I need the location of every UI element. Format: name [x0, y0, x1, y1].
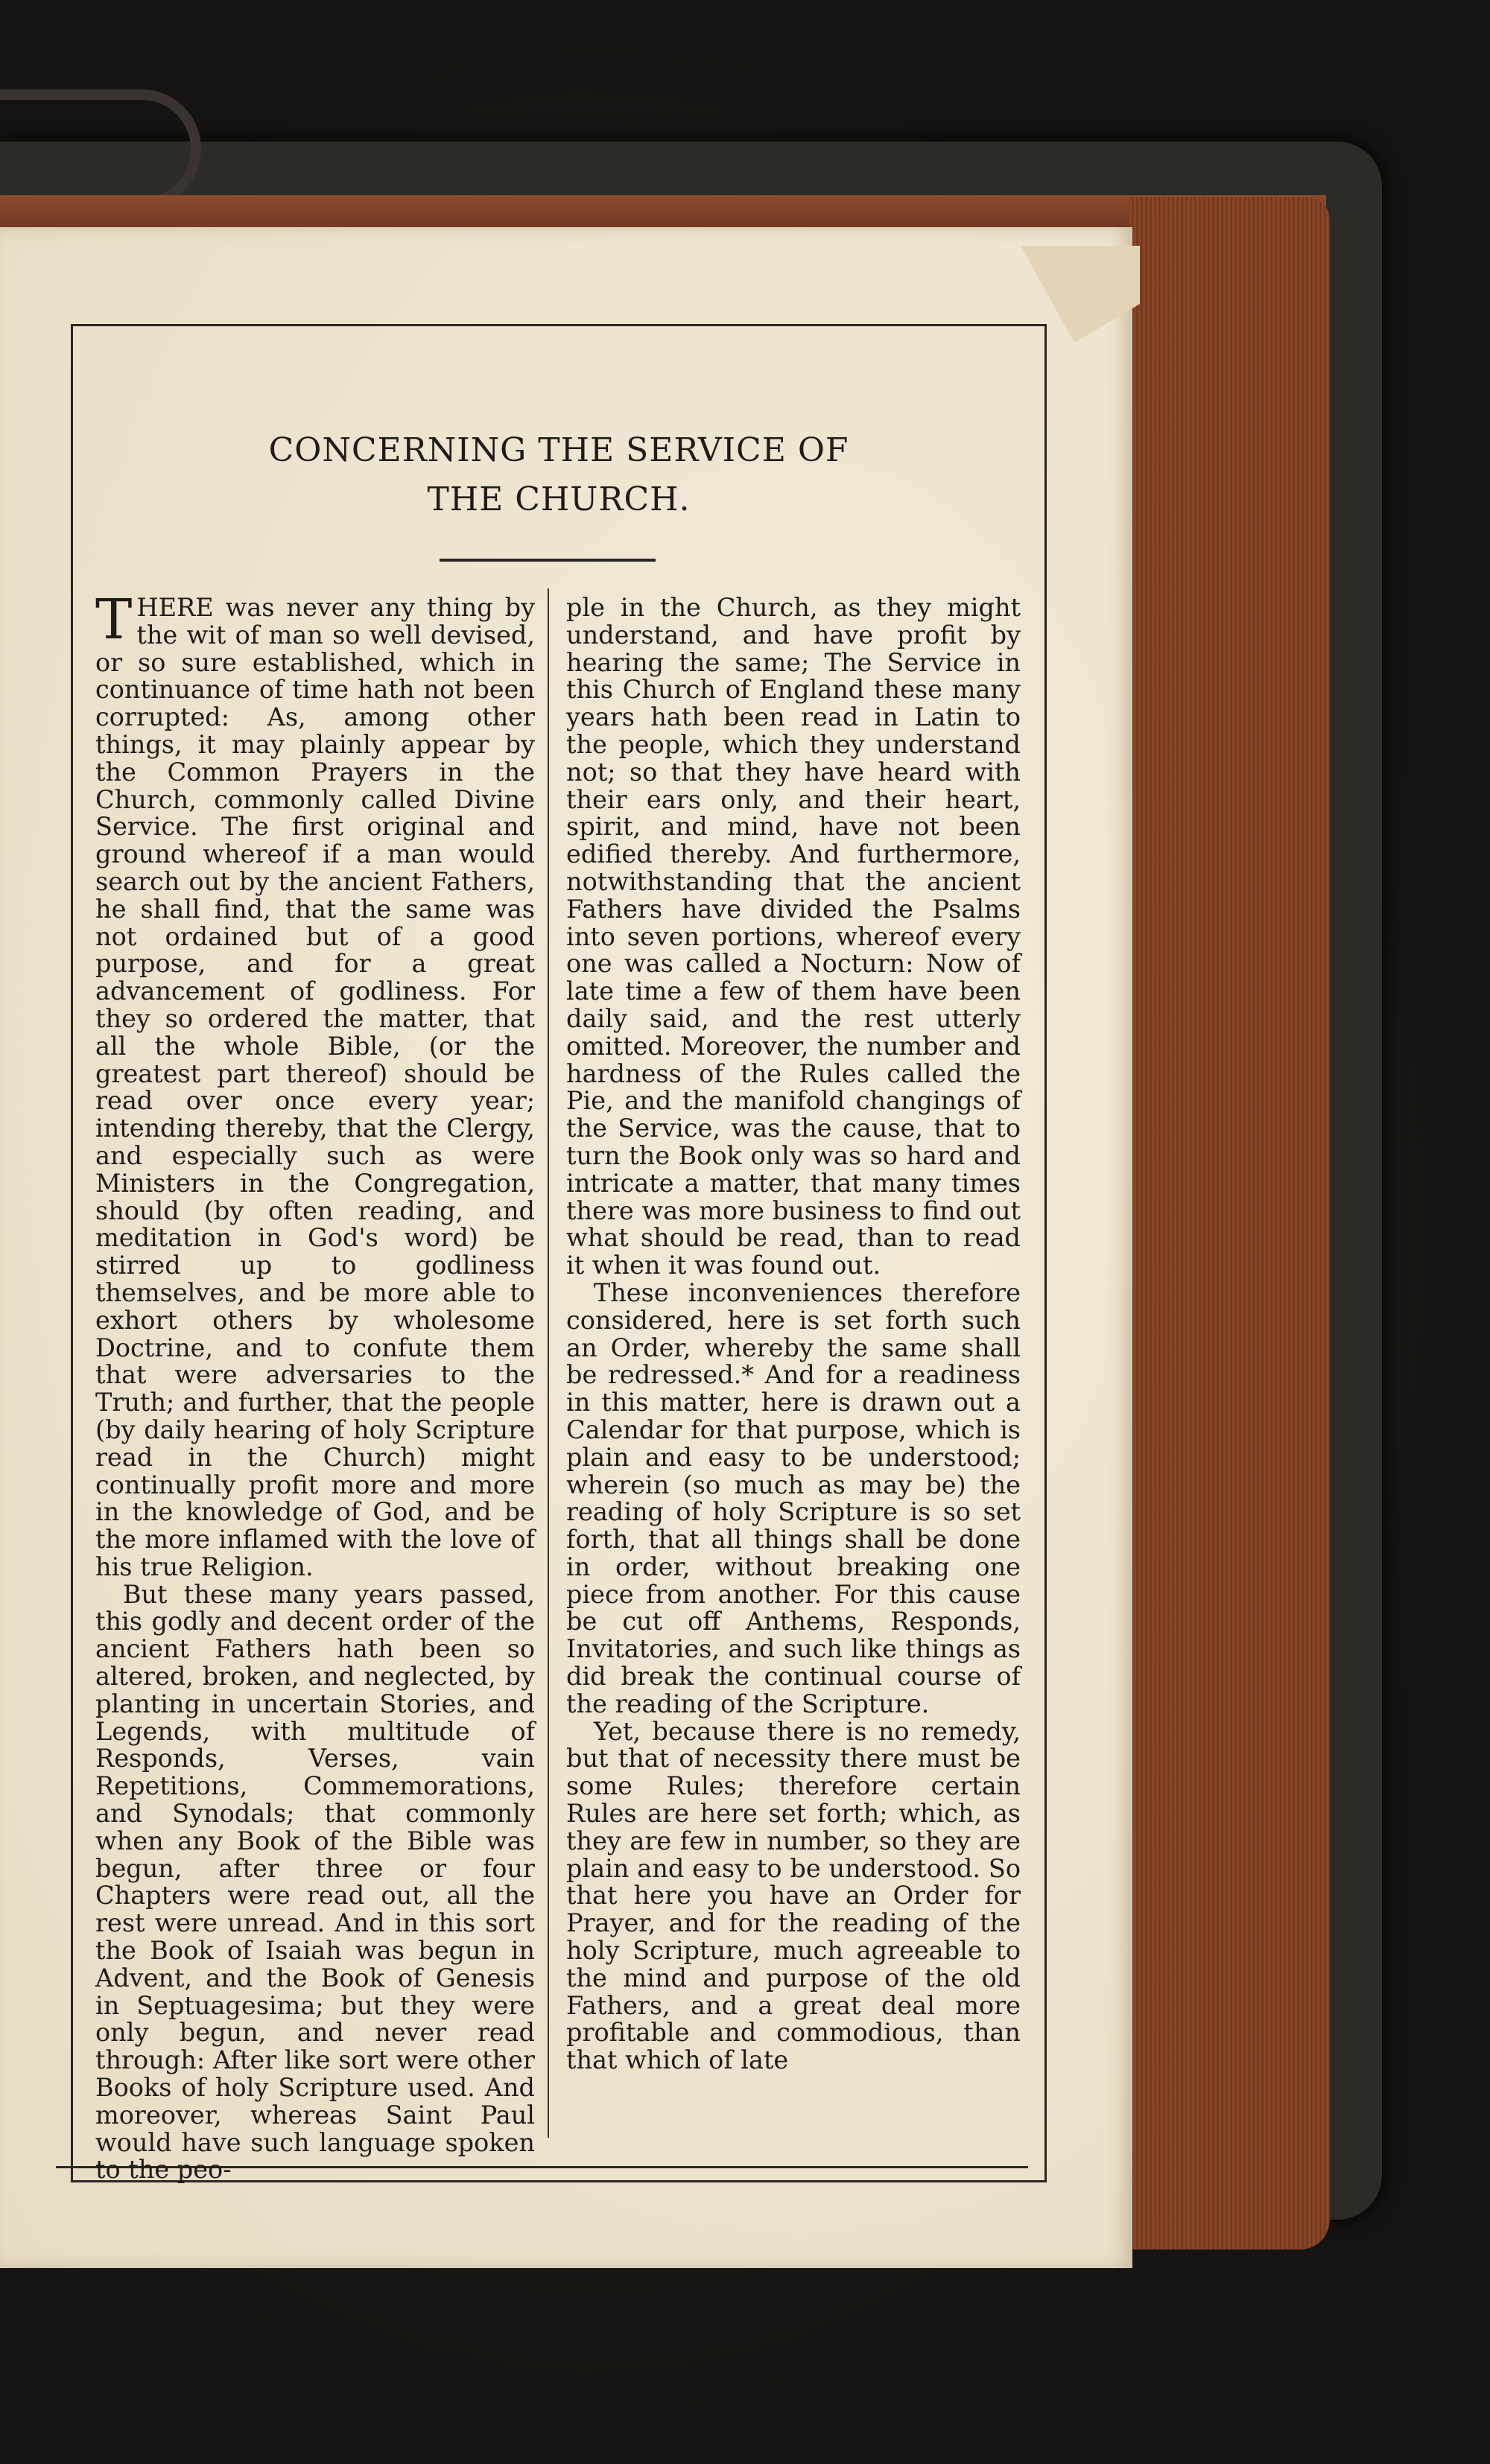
left-column: [95, 588, 535, 2185]
ribbon-strap: [0, 89, 201, 209]
drop-cap: T: [95, 588, 133, 652]
left-paragraph-2: But these many years passed, this godly and decent order of the ancient Fathers hath been so altered, broken, and neglected, by planting in uncertain Stories, and Legends, with multitude of Responds, Verses, vain Repetitions, Commemorations, and Synodals; that commonly when any Book of the Bible was begun, after three or four Chapters were read out, all the rest were unread. And in this sort the Book of Isaiah was begun in Advent, and the Book of Genesis in Septuagesima; but they were only begun, and never read through: After like sort were other Books of holy Scripture used. And moreover, whereas Saint Paul would have such language spoken to the peo-: [95, 1579, 535, 2185]
page-title: [74, 426, 1043, 524]
page-fore-edge: [1129, 197, 1330, 2249]
title-line-1: CONCERNING THE SERVICE OF: [268, 431, 849, 469]
right-column: [566, 594, 1021, 2074]
title-line-2: THE CHURCH.: [427, 480, 691, 518]
left-paragraph-1-text: HERE was never any thing by the wit of man so well devised, or so sure established, which in continuance of time hath not been corrupted: As, among other things, it may plainly appear by the Common Prayers in the Church, commonly called Divine Service. The first original and ground whereof if a man would search out by the ancient Fathers, he shall find, that the same was not ordained but of a good purpose, and for a great advancement of godliness. For they so ordered the matter, that all the whole Bible, (or the greatest part thereof) should be read over once every year; intending thereby, that the Clergy, and especially such as were Ministers in the Congregation, should (by often reading, and meditation in God's word) be stirred up to godliness themselves, and be more able to exhort others by wholesome Doctrine, and to confute them that were adversaries to the Truth; and further, that the people (by daily hearing of holy Scripture read in the Church) might continually profit more and more in the knowledge of God, and be the more inflamed with the love of his true Religion.: [95, 593, 535, 1581]
column-divider: [548, 588, 549, 2138]
left-paragraph-1: [95, 588, 535, 1581]
title-rule: [440, 559, 656, 562]
right-paragraph-3: Yet, because there is no remedy, but that of necessity there must be some Rules; therefore certain Rules are here set forth; which, as they are few in number, so they are plain and easy to be understood. So that here you have an Order for Prayer, and for the reading of the holy Scripture, much agreeable to the mind and purpose of the old Fathers, and a great deal more profitable and commodious, than that which of late: [566, 1716, 1021, 2075]
right-paragraph-2: These inconveniences therefore considered, here is set forth such an Order, whereby the same shall be redressed.* And for a readiness in this matter, here is drawn out a Calendar for that purpose, which is plain and easy to be understood; wherein (so much as may be) the reading of holy Scripture is so set forth, that all things shall be done in order, without breaking one piece from another. For this cause be cut off Anthems, Responds, Invitatories, and such like things as did break the continual course of the reading of the Scripture.: [566, 1277, 1021, 1718]
right-paragraph-1: ple in the Church, as they might understand, and have profit by hearing the same; The Service in this Church of England these many years hath been read in Latin to the people, which they understand not; so that they have heard with their ears only, and their heart, spirit, and mind, have not been edified thereby. And furthermore, notwithstanding that the ancient Fathers have divided the Psalms into seven portions, whereof every one was called a Nocturn: Now of late time a few of them have been daily said, and the rest utterly omitted. Moreover, the number and hardness of the Rules called the Pie, and the manifold changings of the Service, was the cause, that to turn the Book only was so hard and intricate a matter, that many times there was more business to find out what should be read, than to read it when it was found out.: [566, 593, 1021, 1280]
